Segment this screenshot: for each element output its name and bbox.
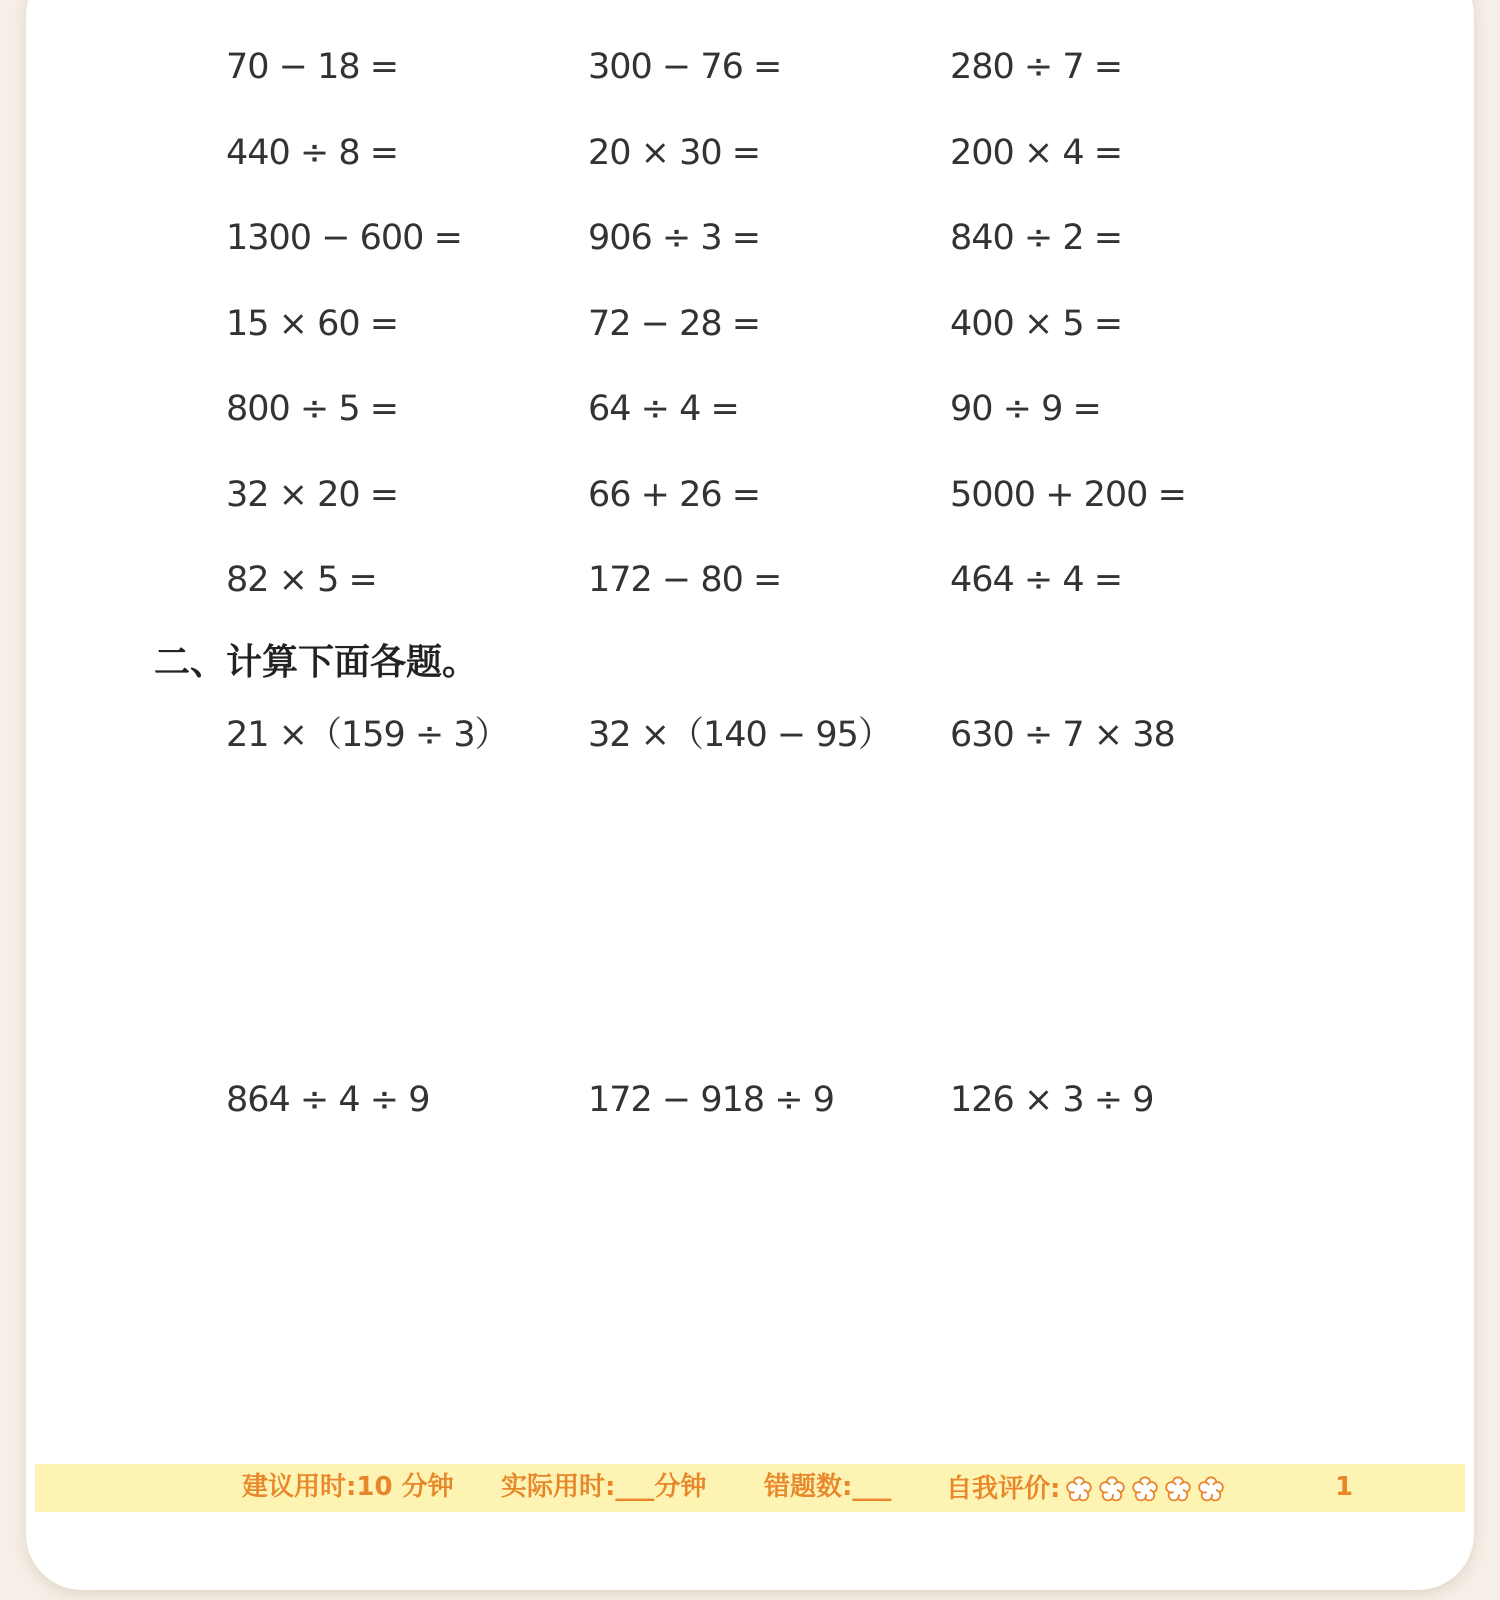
arithmetic-problem: 800 ÷ 5 = xyxy=(226,389,399,429)
arithmetic-problem: 172 − 80 = xyxy=(588,560,782,600)
error-count: 错题数:___ xyxy=(764,1472,892,1502)
arithmetic-problem: 440 ÷ 8 = xyxy=(226,133,399,173)
arithmetic-problem: 464 ÷ 4 = xyxy=(950,560,1123,600)
self-evaluation-label: 自我评价: xyxy=(946,1474,1061,1504)
flower-rating-icon[interactable] xyxy=(1196,1474,1226,1504)
arithmetic-problem: 15 × 60 = xyxy=(226,304,399,344)
flower-rating-icon[interactable] xyxy=(1163,1474,1193,1504)
arithmetic-problem: 70 − 18 = xyxy=(226,47,399,87)
arithmetic-problem: 72 − 28 = xyxy=(588,304,761,344)
arithmetic-problem: 200 × 4 = xyxy=(950,133,1123,173)
rating-flowers[interactable] xyxy=(1064,1474,1229,1504)
calculation-problem: 126 × 3 ÷ 9 xyxy=(950,1080,1154,1120)
calculation-problem: 864 ÷ 4 ÷ 9 xyxy=(226,1080,430,1120)
page-number: 1 xyxy=(1335,1472,1354,1502)
arithmetic-problem: 400 × 5 = xyxy=(950,304,1123,344)
calculation-problem: 630 ÷ 7 × 38 xyxy=(950,715,1175,755)
calculation-problem: 21 ×（159 ÷ 3） xyxy=(226,715,509,755)
arithmetic-problem: 32 × 20 = xyxy=(226,475,399,515)
arithmetic-problem: 840 ÷ 2 = xyxy=(950,218,1123,258)
flower-rating-icon[interactable] xyxy=(1130,1474,1160,1504)
flower-rating-icon[interactable] xyxy=(1064,1474,1094,1504)
calculation-problem: 172 − 918 ÷ 9 xyxy=(588,1080,835,1120)
arithmetic-problem: 66 + 26 = xyxy=(588,475,761,515)
arithmetic-problem: 64 ÷ 4 = xyxy=(588,389,739,429)
suggested-time: 建议用时:10 分钟 xyxy=(242,1472,454,1502)
arithmetic-problem: 20 × 30 = xyxy=(588,133,761,173)
arithmetic-problem: 90 ÷ 9 = xyxy=(950,389,1101,429)
arithmetic-problem: 82 × 5 = xyxy=(226,560,377,600)
actual-time: 实际用时:___分钟 xyxy=(501,1472,707,1502)
footer-bar xyxy=(35,1464,1465,1512)
section-title: 二、计算下面各题。 xyxy=(154,642,479,683)
arithmetic-problem: 1300 − 600 = xyxy=(226,218,462,258)
arithmetic-problem: 300 − 76 = xyxy=(588,47,782,87)
arithmetic-problem: 906 ÷ 3 = xyxy=(588,218,761,258)
self-evaluation xyxy=(946,1474,1229,1504)
calculation-problem: 32 ×（140 − 95） xyxy=(588,715,892,755)
worksheet-page xyxy=(26,0,1474,1590)
flower-rating-icon[interactable] xyxy=(1097,1474,1127,1504)
arithmetic-problem: 280 ÷ 7 = xyxy=(950,47,1123,87)
arithmetic-problem: 5000 + 200 = xyxy=(950,475,1186,515)
